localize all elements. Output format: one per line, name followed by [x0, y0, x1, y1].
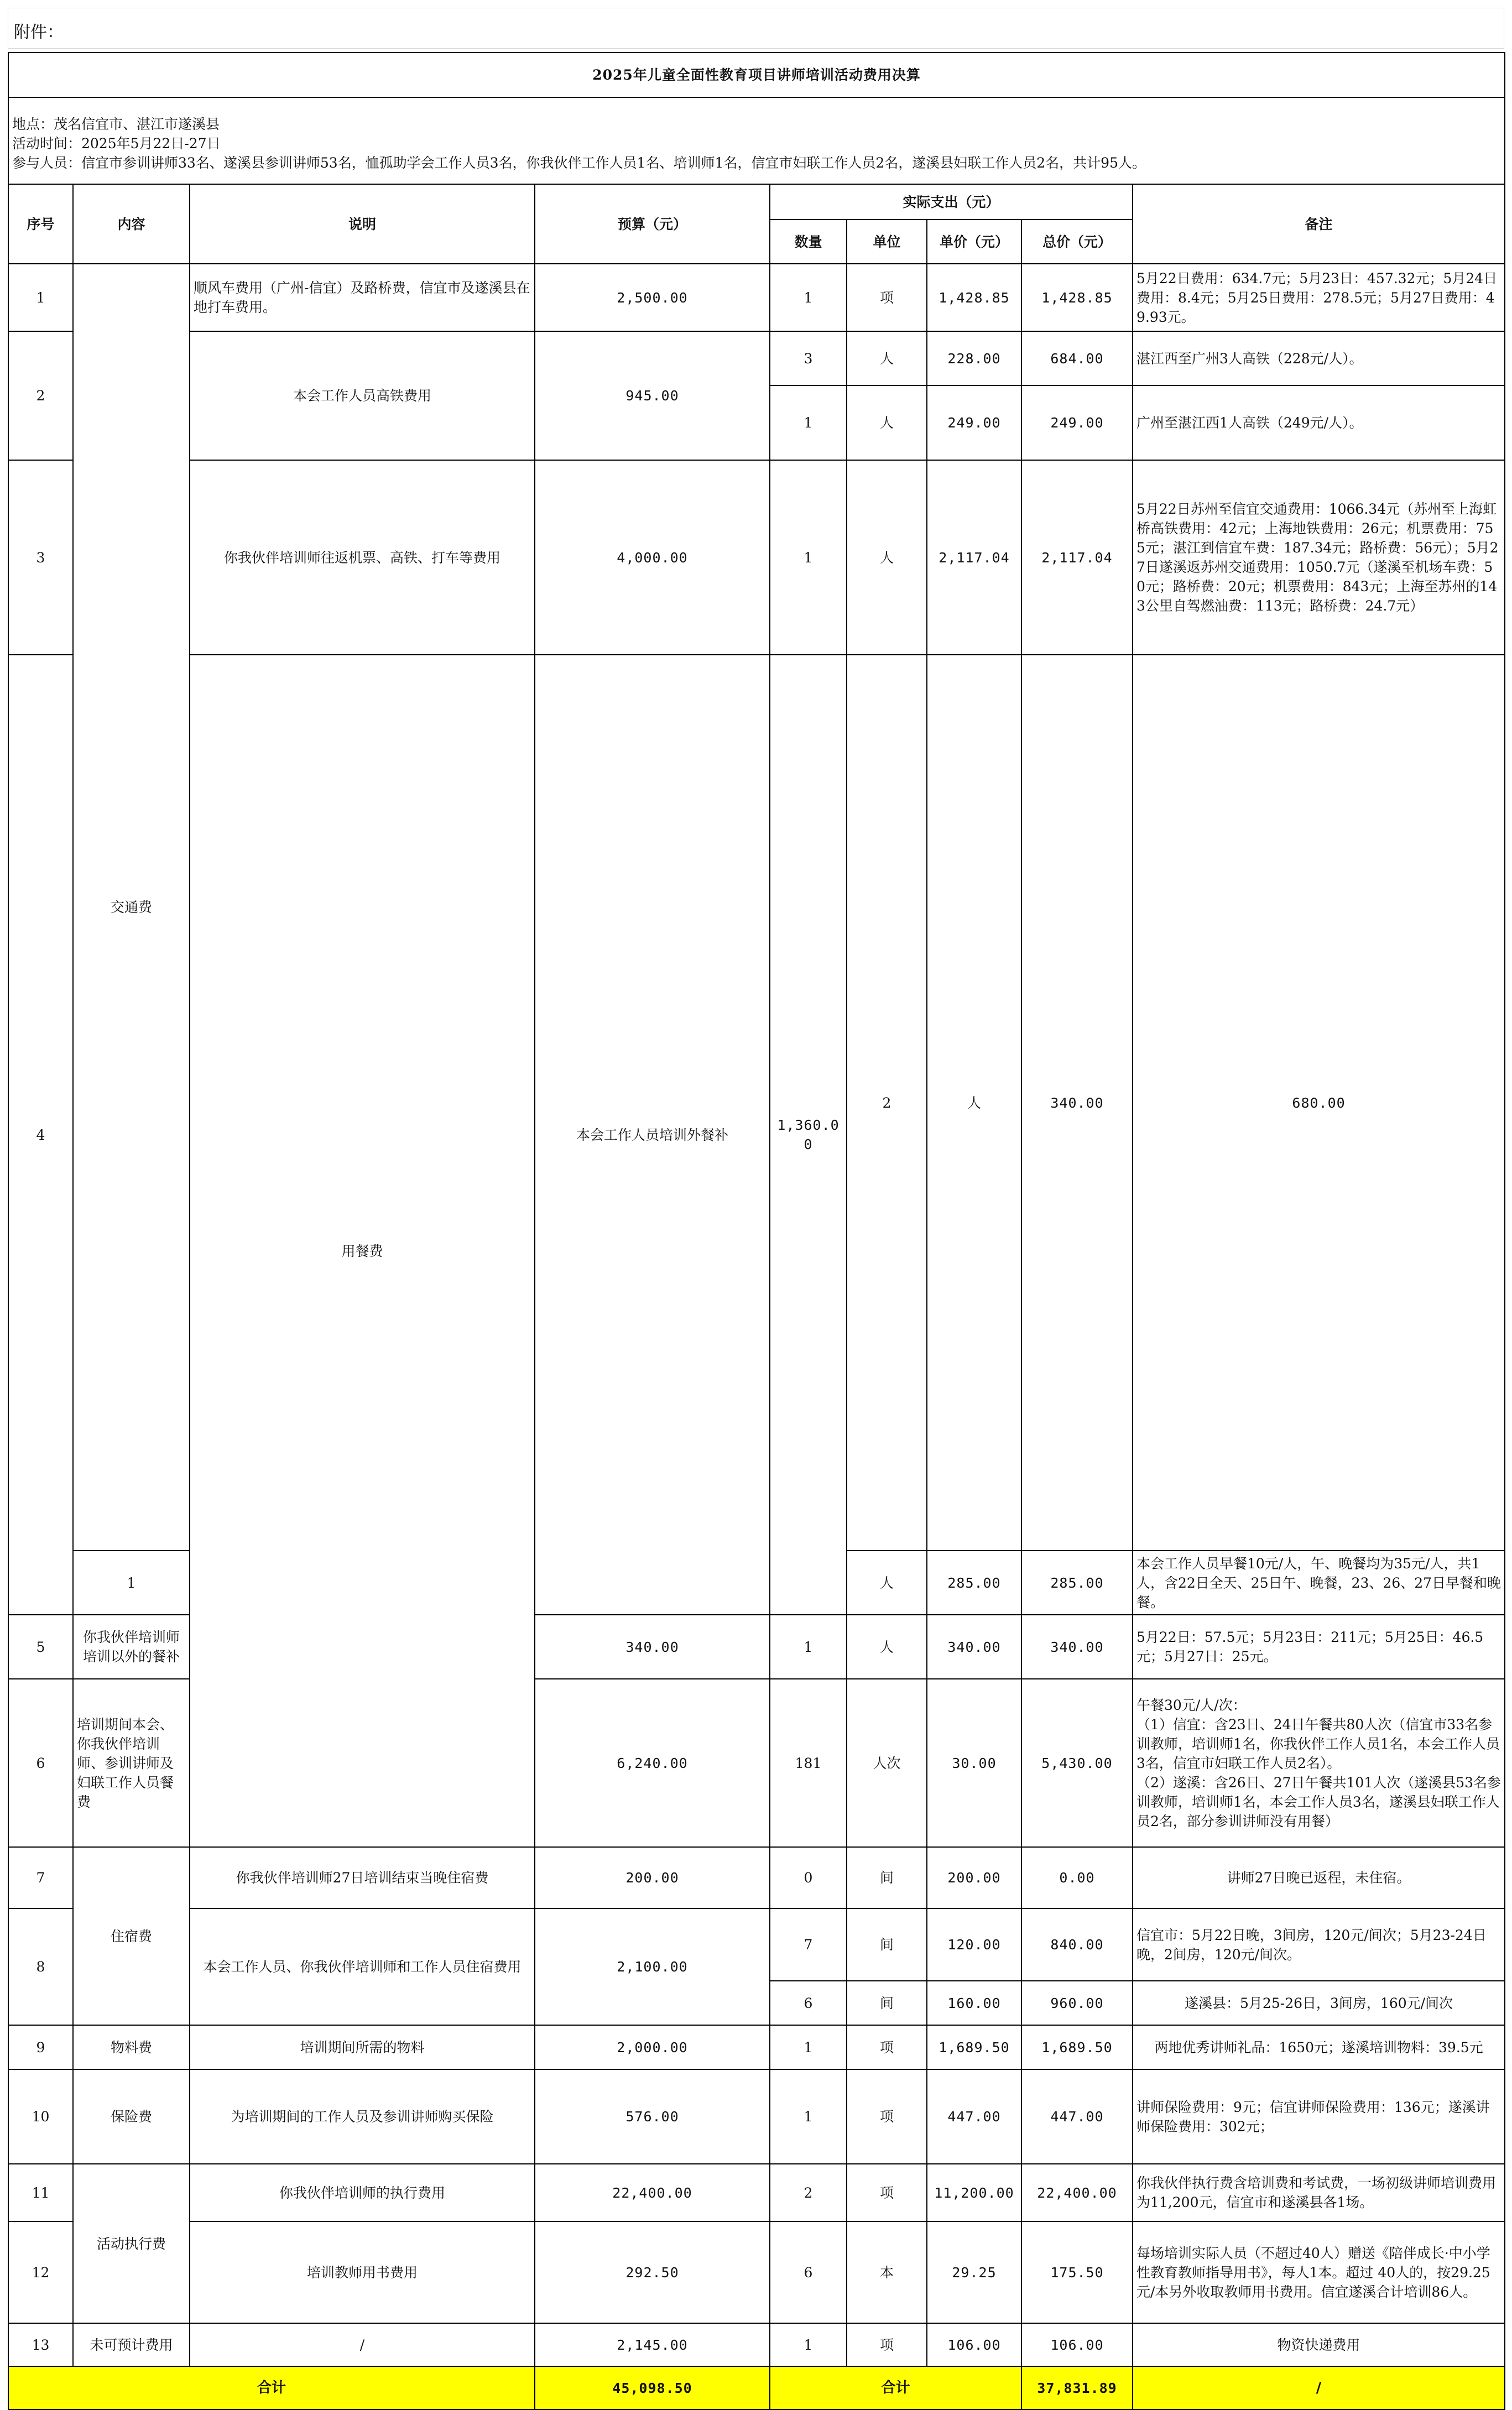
- row-desc: 本会工作人员、你我伙伴培训师和工作人员住宿费用: [190, 1908, 535, 2025]
- row-desc: 培训教师用书费用: [190, 2221, 535, 2323]
- header-remark: 备注: [1133, 184, 1505, 264]
- row-unit: 项: [847, 2323, 927, 2366]
- row-remark: 你我伙伴执行费含培训费和考试费，一场初级讲师培训费用为11,200元，信宜市和遂溪县各1场。: [1133, 2164, 1505, 2221]
- table-row: [8, 2221, 1505, 2323]
- row-total: 840.00: [1021, 1908, 1133, 1981]
- row-budget: 576.00: [535, 2069, 770, 2164]
- row-remark: 5月22日：57.5元；5月23日：211元；5月25日：46.5元；5月27日：25元。: [1133, 1615, 1505, 1679]
- row-unit-price: 249.00: [927, 385, 1021, 460]
- row-unit: 项: [847, 2025, 927, 2069]
- table-row: [8, 2025, 1505, 2069]
- table-row: [8, 264, 1505, 331]
- row-remark: 5月22日苏州至信宜交通费用：1066.34元（苏州至上海虹桥高铁费用：42元；上海地铁费用：26元；机票费用：755元；湛江到信宜车费：187.34元；路桥费：56元）；5月27日遂溪返苏州交通费用：1050.7元（遂溪至机场车费：50元；路桥费：20元；机票费用：843元；上海至苏州的143公里自驾燃油费：113元；路桥费：24.7元）: [1133, 460, 1505, 655]
- budget-total-label: 合计: [8, 2366, 535, 2409]
- row-desc: 本会工作人员培训外餐补: [535, 655, 770, 1615]
- table-row: [8, 2164, 1505, 2221]
- sheet-top-bar: [8, 8, 1504, 49]
- row-total: 249.00: [1021, 385, 1133, 460]
- row-unit: 项: [847, 2164, 927, 2221]
- row-seq: 2: [8, 331, 73, 460]
- row-qty: 1: [770, 2323, 847, 2366]
- row-remark: 两地优秀讲师礼品：1650元；遂溪培训物料：39.5元: [1133, 2025, 1505, 2069]
- row-remark: 午餐30元/人/次： （1）信宜：含23日、24日午餐共80人次（信宜市33名参训教师，培训师1名，你我伙伴工作人员1名，本会工作人员3名，信宜市妇联工作人员2名）。 （2）遂溪：含26日、27日午餐共101人次（遂溪县53名参训教师，培训师1名，本会工作人员3名，遂溪县妇联工作人员2名，部分参训讲师没有用餐）: [1133, 1679, 1505, 1847]
- row-unit-price: 200.00: [927, 1847, 1021, 1908]
- row-qty: 181: [770, 1679, 847, 1847]
- row-qty: 3: [770, 331, 847, 385]
- row-desc: /: [190, 2323, 535, 2366]
- row-total: 1,689.50: [1021, 2025, 1133, 2069]
- row-budget: 200.00: [535, 1847, 770, 1908]
- actual-total-value: 37,831.89: [1021, 2366, 1133, 2409]
- table-row: [8, 1847, 1505, 1908]
- header-desc: 说明: [190, 184, 535, 264]
- row-qty: 2: [847, 655, 927, 1551]
- info-location: 地点：茂名信宜市、湛江市遂溪县: [12, 116, 220, 132]
- row-total: 680.00: [1133, 655, 1505, 1551]
- table-row: [8, 655, 1505, 1551]
- header-total-price: 总价（元）: [1021, 220, 1133, 264]
- row-qty: 7: [770, 1908, 847, 1981]
- row-unit: 人: [847, 331, 927, 385]
- row-total: 684.00: [1021, 331, 1133, 385]
- row-remark: 信宜市：5月22日晚，3间房，120元/间次；5月23-24日晚，2间房，120元/间次。: [1133, 1908, 1505, 1981]
- row-seq: 4: [8, 655, 73, 1615]
- table-row: [8, 2323, 1505, 2366]
- row-total: 447.00: [1021, 2069, 1133, 2164]
- table-row: [8, 2069, 1505, 2164]
- row-remark: 讲师27日晚已返程，未住宿。: [1133, 1847, 1505, 1908]
- expense-table: [8, 52, 1505, 2410]
- row-desc: 你我伙伴培训师往返机票、高铁、打车等费用: [190, 460, 535, 655]
- row-budget: 2,100.00: [535, 1908, 770, 2025]
- row-seq: 11: [8, 2164, 73, 2221]
- category-cell: 未可预计费用: [73, 2323, 190, 2366]
- row-total: 22,400.00: [1021, 2164, 1133, 2221]
- row-qty: 1: [770, 2025, 847, 2069]
- attachment-label: 附件：: [14, 23, 64, 42]
- category-cell: 用餐费: [190, 655, 535, 1847]
- row-desc: 顺风车费用（广州-信宜）及路桥费，信宜市及遂溪县在地打车费用。: [190, 264, 535, 331]
- row-unit-price: 120.00: [927, 1908, 1021, 1981]
- row-qty: 2: [770, 2164, 847, 2221]
- row-remark: 广州至湛江西1人高铁（249元/人）。: [1133, 385, 1505, 460]
- row-seq: 3: [8, 460, 73, 655]
- info-time: 活动时间：2025年5月22日-27日: [12, 135, 221, 152]
- row-unit-price: 1,428.85: [927, 264, 1021, 331]
- row-budget: 2,000.00: [535, 2025, 770, 2069]
- row-unit-price: 29.25: [927, 2221, 1021, 2323]
- row-remark: 5月22日费用：634.7元；5月23日：457.32元；5月24日费用：8.4元；5月25日费用：278.5元；5月27日费用：49.93元。: [1133, 264, 1505, 331]
- row-seq: 12: [8, 2221, 73, 2323]
- table-row: [8, 1908, 1505, 1981]
- row-total: 340.00: [1021, 1615, 1133, 1679]
- row-seq: 10: [8, 2069, 73, 2164]
- row-qty: 1: [770, 385, 847, 460]
- row-budget: 340.00: [535, 1615, 770, 1679]
- table-row: [8, 331, 1505, 385]
- row-seq: 6: [8, 1679, 73, 1847]
- header-qty: 数量: [770, 220, 847, 264]
- row-total: 106.00: [1021, 2323, 1133, 2366]
- header-content: 内容: [73, 184, 190, 264]
- row-budget: 4,000.00: [535, 460, 770, 655]
- row-qty: 1: [770, 1615, 847, 1679]
- row-unit-price: 1,689.50: [927, 2025, 1021, 2069]
- row-budget: 22,400.00: [535, 2164, 770, 2221]
- row-unit: 间: [847, 1908, 927, 1981]
- row-unit: 间: [847, 1981, 927, 2025]
- row-desc: 你我伙伴培训师的执行费用: [190, 2164, 535, 2221]
- row-unit: 人: [927, 655, 1021, 1551]
- row-total: 960.00: [1021, 1981, 1133, 2025]
- row-total: 0.00: [1021, 1847, 1133, 1908]
- row-unit-price: 447.00: [927, 2069, 1021, 2164]
- row-budget: 292.50: [535, 2221, 770, 2323]
- category-cell: 物料费: [73, 2025, 190, 2069]
- category-cell: 交通费: [73, 264, 190, 1551]
- category-cell: 住宿费: [73, 1847, 190, 2025]
- row-total: 175.50: [1021, 2221, 1133, 2323]
- row-unit: 人: [847, 385, 927, 460]
- row-unit: 人次: [847, 1679, 927, 1847]
- row-total: 2,117.04: [1021, 460, 1133, 655]
- row-remark: 遂溪县：5月25-26日，3间房，160元/间次: [1133, 1981, 1505, 2025]
- row-desc: 你我伙伴培训师27日培训结束当晚住宿费: [190, 1847, 535, 1908]
- row-unit-price: 2,117.04: [927, 460, 1021, 655]
- row-remark: 物资快递费用: [1133, 2323, 1505, 2366]
- row-desc: 为培训期间的工作人员及参训讲师购买保险: [190, 2069, 535, 2164]
- row-unit: 本: [847, 2221, 927, 2323]
- category-cell: 保险费: [73, 2069, 190, 2164]
- row-unit-price: 340.00: [1021, 655, 1133, 1551]
- totals-remark: /: [1133, 2366, 1505, 2409]
- row-qty: 6: [770, 2221, 847, 2323]
- row-seq: 7: [8, 1847, 73, 1908]
- header-seq: 序号: [8, 184, 73, 264]
- row-unit-price: 30.00: [927, 1679, 1021, 1847]
- row-qty: 1: [770, 264, 847, 331]
- page-title: 2025年儿童全面性教育项目讲师培训活动费用决算: [8, 53, 1505, 97]
- row-desc: 培训期间所需的物料: [190, 2025, 535, 2069]
- row-unit-price: 11,200.00: [927, 2164, 1021, 2221]
- row-unit-price: 106.00: [927, 2323, 1021, 2366]
- row-qty: 1: [73, 1551, 190, 1615]
- header-unit-price: 单价（元）: [927, 220, 1021, 264]
- row-desc: 本会工作人员高铁费用: [190, 331, 535, 460]
- row-remark: 本会工作人员早餐10元/人，午、晚餐均为35元/人，共1人，含22日全天、25日午、晚餐，23、26、27日早餐和晚餐。: [1133, 1551, 1505, 1615]
- activity-info: [8, 97, 1505, 184]
- row-unit-price: 160.00: [927, 1981, 1021, 2025]
- row-budget: 6,240.00: [535, 1679, 770, 1847]
- row-qty: 1: [770, 2069, 847, 2164]
- info-participants: 参与人员：信宜市参训讲师33名、遂溪县参训讲师53名，恤孤助学会工作人员3名，你我伙伴工作人员1名、培训师1名，信宜市妇联工作人员2名，遂溪县妇联工作人员2名，共计95人。: [12, 155, 1146, 171]
- row-seq: 13: [8, 2323, 73, 2366]
- row-seq: 5: [8, 1615, 73, 1679]
- row-unit-price: 340.00: [927, 1615, 1021, 1679]
- header-actual: 实际支出（元）: [770, 184, 1133, 220]
- header-budget: 预算（元）: [535, 184, 770, 264]
- category-cell: 活动执行费: [73, 2164, 190, 2323]
- row-unit: 人: [847, 1551, 927, 1615]
- header-unit: 单位: [847, 220, 927, 264]
- row-qty: 6: [770, 1981, 847, 2025]
- row-remark: 湛江西至广州3人高铁（228元/人）。: [1133, 331, 1505, 385]
- row-unit: 项: [847, 264, 927, 331]
- row-qty: 0: [770, 1847, 847, 1908]
- row-unit: 人: [847, 460, 927, 655]
- row-budget: 945.00: [535, 331, 770, 460]
- row-remark: 每场培训实际人员（不超过40人）赠送《陪伴成长·中小学性教育教师指导用书》，每人1本。超过 40人的，按29.25元/本另外收取教师用书费用。信宜遂溪合计培训86人。: [1133, 2221, 1505, 2323]
- row-unit-price: 285.00: [927, 1551, 1021, 1615]
- row-unit: 人: [847, 1615, 927, 1679]
- row-budget: 1,360.00: [770, 655, 847, 1615]
- row-desc: 你我伙伴培训师培训以外的餐补: [73, 1615, 190, 1679]
- table-row: [8, 460, 1505, 655]
- row-unit: 间: [847, 1847, 927, 1908]
- totals-row: [8, 2366, 1505, 2409]
- row-seq: 9: [8, 2025, 73, 2069]
- row-total: 285.00: [1021, 1551, 1133, 1615]
- row-total: 5,430.00: [1021, 1679, 1133, 1847]
- row-total: 1,428.85: [1021, 264, 1133, 331]
- row-desc: 培训期间本会、你我伙伴培训师、参训讲师及妇联工作人员餐费: [73, 1679, 190, 1847]
- actual-total-label: 合计: [770, 2366, 1021, 2409]
- row-unit-price: 228.00: [927, 331, 1021, 385]
- row-unit: 项: [847, 2069, 927, 2164]
- row-seq: 8: [8, 1908, 73, 2025]
- row-seq: 1: [8, 264, 73, 331]
- row-qty: 1: [770, 460, 847, 655]
- budget-total-value: 45,098.50: [535, 2366, 770, 2409]
- row-budget: 2,500.00: [535, 264, 770, 331]
- row-budget: 2,145.00: [535, 2323, 770, 2366]
- row-remark: 讲师保险费用：9元；信宜讲师保险费用：136元；遂溪讲师保险费用：302元；: [1133, 2069, 1505, 2164]
